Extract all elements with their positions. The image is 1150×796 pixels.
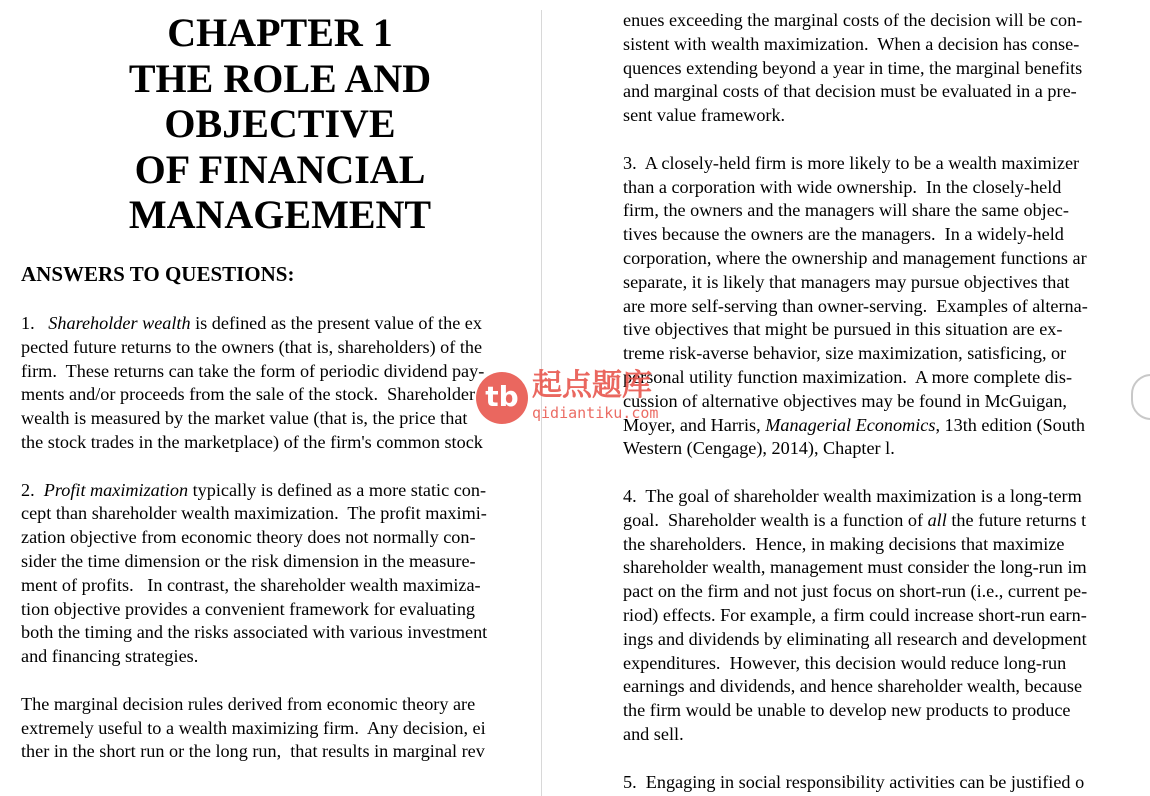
text-line: and marginal costs of that decision must be evaluated in a pre- — [623, 81, 1077, 102]
text-line: riod) effects. For example, a firm could increase short-run earn- — [623, 604, 1087, 625]
chapter-title-line: MANAGEMENT — [128, 192, 432, 237]
chapter-title-line: OBJECTIVE — [164, 101, 396, 146]
text-line: ther in the short run or the long run, that results in marginal rev — [21, 741, 485, 762]
text-line: tive objectives that might be pursued in this situation are ex- — [623, 319, 1063, 340]
paragraph — [21, 312, 530, 455]
italic-term: Managerial Economics — [765, 414, 936, 435]
chapter-title-line: THE ROLE AND — [128, 55, 432, 101]
text-line: goal. Shareholder wealth is a function of all the future returns t — [623, 509, 1087, 530]
text-line: firm. These returns can take the form of periodic dividend pay- — [21, 360, 485, 381]
text-line: cussion of alternative objectives may be found in McGuigan, — [623, 390, 1067, 411]
text-line: earnings and dividends, and hence shareholder wealth, because — [623, 676, 1083, 697]
text-line: enues exceeding the marginal costs of the decision will be con- — [623, 10, 1083, 30]
text-line: ments and/or proceeds from the sale of the stock. Shareholder — [21, 384, 476, 405]
text-line: than a corporation with wide ownership. In the closely-held — [623, 176, 1062, 197]
section-heading: ANSWERS TO QUESTIONS: — [21, 262, 295, 286]
text-line: pected future returns to the owners (that is, shareholders) of the — [21, 336, 483, 357]
text-line: and financing strategies. — [21, 646, 199, 667]
text-line: Moyer, and Harris, Managerial Economics, 13th edition (South — [623, 414, 1085, 435]
text-line: the firm would be unable to develop new products to produce — [623, 700, 1071, 721]
italic-term: all — [927, 509, 947, 530]
text-line: corporation, where the ownership and management functions ar — [623, 247, 1087, 268]
text-line: the shareholders. Hence, in making decisions that maximize — [623, 533, 1065, 554]
text-line: quences extending beyond a year in time, the marginal benefits — [623, 57, 1083, 78]
chapter-title — [0, 10, 530, 238]
paragraph — [623, 771, 1150, 795]
text-line: pact on the firm and not just focus on short-run (i.e., current pe- — [623, 581, 1088, 602]
watermark-subtitle: qidiantiku.com — [532, 404, 659, 422]
text-line: firm, the owners and the managers will share the same objec- — [623, 200, 1069, 221]
text-line: The marginal decision rules derived from economic theory are — [21, 693, 476, 714]
text-line: ings and dividends by eliminating all research and development — [623, 628, 1087, 649]
chapter-title-line: CHAPTER 1 — [167, 10, 393, 55]
text-line: and sell. — [623, 723, 684, 744]
right-page — [543, 0, 1150, 796]
text-line: zation objective from economic theory does not normally con- — [21, 527, 476, 548]
watermark-title: 起点题库 — [532, 368, 652, 403]
text-line: 4. The goal of shareholder wealth maximization is a long-term — [623, 485, 1082, 506]
text-line: sistent with wealth maximization. When a decision has conse- — [623, 33, 1080, 54]
text-line: 2. Profit maximization typically is defined as a more static con- — [21, 479, 487, 500]
paragraph — [623, 152, 1150, 461]
right-text-column — [623, 9, 1150, 796]
paragraph — [623, 9, 1150, 128]
watermark-badge: tb — [476, 372, 528, 424]
text-line: separate, it is likely that managers may pursue objectives that — [623, 271, 1070, 292]
text-line: 3. A closely-held firm is more likely to be a wealth maximizer — [623, 152, 1080, 173]
text-line: cept than shareholder wealth maximization. The profit maximi- — [21, 503, 487, 524]
text-line: treme risk-averse behavior, size maximization, satisficing, or — [623, 343, 1067, 364]
text-line: expenditures. However, this decision would reduce long-run — [623, 652, 1067, 673]
text-line: wealth is measured by the market value (that is, the price that — [21, 408, 468, 429]
text-line: the stock trades in the marketplace) of the firm's common stock — [21, 431, 483, 452]
text-line: shareholder wealth, management must consider the long-run im — [623, 557, 1087, 578]
text-line: extremely useful to a wealth maximizing firm. Any decision, ei — [21, 717, 486, 738]
text-line: sider the time dimension or the risk dimension in the measure- — [21, 550, 476, 571]
paragraph — [623, 485, 1150, 747]
text-line: personal utility function maximization. A more complete dis- — [623, 366, 1073, 387]
text-line: ment of profits. In contrast, the shareholder wealth maximiza- — [21, 574, 481, 595]
chapter-title-line: OF FINANCIAL — [134, 146, 426, 192]
paragraph — [21, 693, 530, 764]
text-line: 1. Shareholder wealth is defined as the present value of the ex — [21, 313, 482, 333]
text-line: tion objective provides a convenient framework for evaluating — [21, 598, 476, 619]
page-divider — [541, 10, 542, 796]
paragraph — [21, 479, 530, 669]
text-line: sent value framework. — [623, 105, 786, 126]
italic-term: Shareholder wealth — [48, 313, 191, 333]
text-line: are more self-serving than owner-serving. Examples of alterna- — [623, 295, 1088, 316]
text-line: Western (Cengage), 2014), Chapter l. — [623, 438, 895, 459]
text-line: 5. Engaging in social responsibility activities can be justified o — [623, 771, 1085, 792]
italic-term: Profit maximization — [43, 479, 189, 500]
left-text-column — [21, 312, 530, 788]
text-line: both the timing and the risks associated with various investment — [21, 622, 488, 643]
text-line: tives because the owners are the managers. In a widely-held — [623, 224, 1064, 245]
left-page — [0, 0, 530, 796]
